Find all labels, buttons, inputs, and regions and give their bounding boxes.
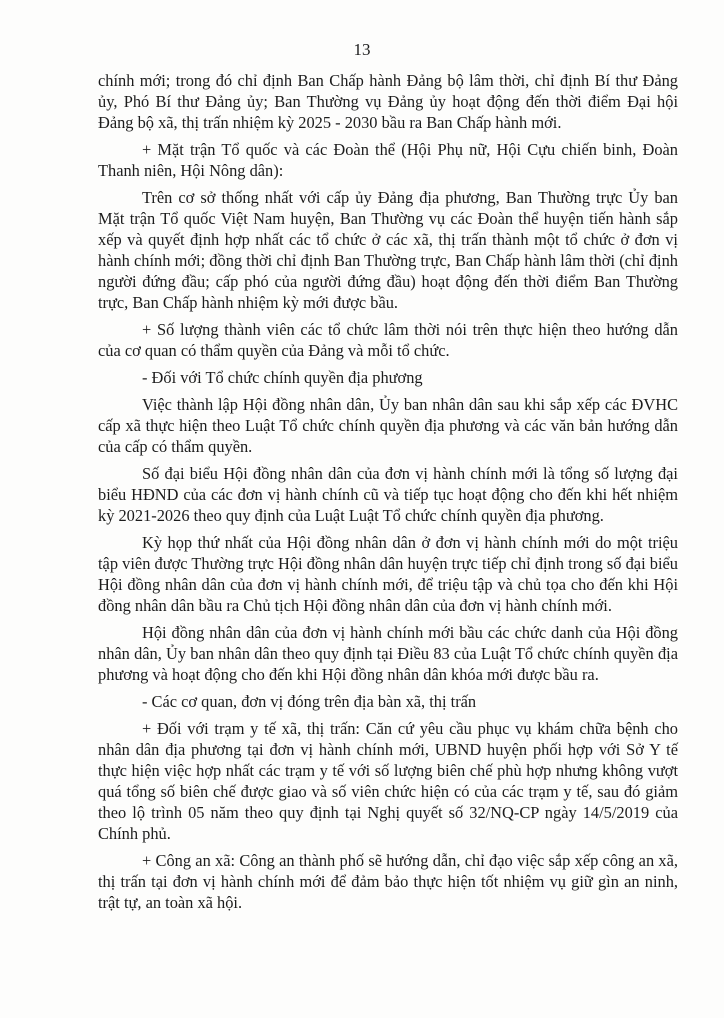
paragraph-agencies-heading: - Các cơ quan, đơn vị đóng trên địa bàn xã, thị trấn	[142, 692, 477, 711]
paragraph-health-stations: + Đối với trạm y tế xã, thị trấn: Căn cứ yêu cầu phục vụ khám chữa bệnh cho nhân dân địa phương tại đơn vị hành chính mới, UBND huyện phối hợp với Sở Y tế thực hiện việc hợp nhất các trạm y tế với số lượng biên chế phù hợp nhưng không vượt quá tổng số biên chế được giao và số viên chức hiện có của các trạm y tế, sau đó giảm theo lộ trình 05 năm theo quy định tại Nghị quyết số 32/NQ-CP ngày 14/5/2019 của Chính phủ.	[98, 719, 678, 843]
document-body	[98, 70, 678, 919]
paragraph-interim-members: + Số lượng thành viên các tổ chức lâm thời nói trên thực hiện theo hướng dẫn của cơ quan có thẩm quyền của Đảng và mỗi tổ chức.	[98, 320, 678, 360]
paragraph-council-establishment: Việc thành lập Hội đồng nhân dân, Ủy ban nhân dân sau khi sắp xếp các ĐVHC cấp xã thực hiện theo Luật Tổ chức chính quyền địa phương và các văn bản hướng dẫn của cấp có thẩm quyền.	[98, 395, 678, 456]
paragraph-party-committee-continuation: chính mới; trong đó chỉ định Ban Chấp hành Đảng bộ lâm thời, chỉ định Bí thư Đảng ủy, Phó Bí thư Đảng ủy; Ban Thường vụ Đảng ủy hoạt động đến thời điểm Đại hội Đảng bộ xã, thị trấn nhiệm kỳ 2025 - 2030 bầu ra Ban Chấp hành mới.	[98, 71, 678, 132]
paragraph-council-delegates: Số đại biểu Hội đồng nhân dân của đơn vị hành chính mới là tổng số lượng đại biểu HĐND của các đơn vị hành chính cũ và tiếp tục hoạt động cho đến khi hết nhiệm kỳ 2021-2026 theo quy định của Luật Luật Tổ chức chính quyền địa phương.	[98, 464, 678, 525]
paragraph-council-elections: Hội đồng nhân dân của đơn vị hành chính mới bầu các chức danh của Hội đồng nhân dân, Ủy ban nhân dân theo quy định tại Điều 83 của Luật Tổ chức chính quyền địa phương và hoạt động cho đến khi Hội đồng nhân dân khóa mới được bầu ra.	[98, 623, 678, 684]
page-number: 13	[353, 40, 371, 59]
paragraph-commune-police: + Công an xã: Công an thành phố sẽ hướng dẫn, chỉ đạo việc sắp xếp công an xã, thị trấn tại đơn vị hành chính mới để đảm bảo thực hiện tốt nhiệm vụ giữ gìn an ninh, trật tự, an toàn xã hội.	[98, 851, 678, 912]
paragraph-first-session: Kỳ họp thứ nhất của Hội đồng nhân dân ở đơn vị hành chính mới do một triệu tập viên được Thường trực Hội đồng nhân dân huyện trực tiếp chỉ định trong số đại biểu Hội đồng nhân dân của đơn vị hành chính mới, để triệu tập và chủ tọa cho đến khi Hội đồng nhân dân bầu ra Chủ tịch Hội đồng nhân dân của đơn vị hành chính mới.	[98, 533, 678, 615]
paragraph-fatherland-front-heading: + Mặt trận Tổ quốc và các Đoàn thể (Hội Phụ nữ, Hội Cựu chiến binh, Đoàn Thanh niên, Hội Nông dân):	[98, 140, 678, 180]
paragraph-fatherland-front-merge: Trên cơ sở thống nhất với cấp ủy Đảng địa phương, Ban Thường trực Ủy ban Mặt trận Tổ quốc Việt Nam huyện, Ban Thường vụ các Đoàn thể huyện tiến hành sắp xếp và quyết định hợp nhất các tổ chức ở các xã, thị trấn thành một tổ chức ở đơn vị hành chính mới; đồng thời chỉ định Ban Thường trực, Ban Chấp hành lâm thời (chỉ định người đứng đầu; cấp phó của người đứng đầu) hoạt động đến thời điểm Ban Thường trực, Ban Chấp hành nhiệm kỳ mới được bầu.	[98, 188, 678, 312]
paragraph-local-government-heading: - Đối với Tổ chức chính quyền địa phương	[142, 368, 423, 387]
